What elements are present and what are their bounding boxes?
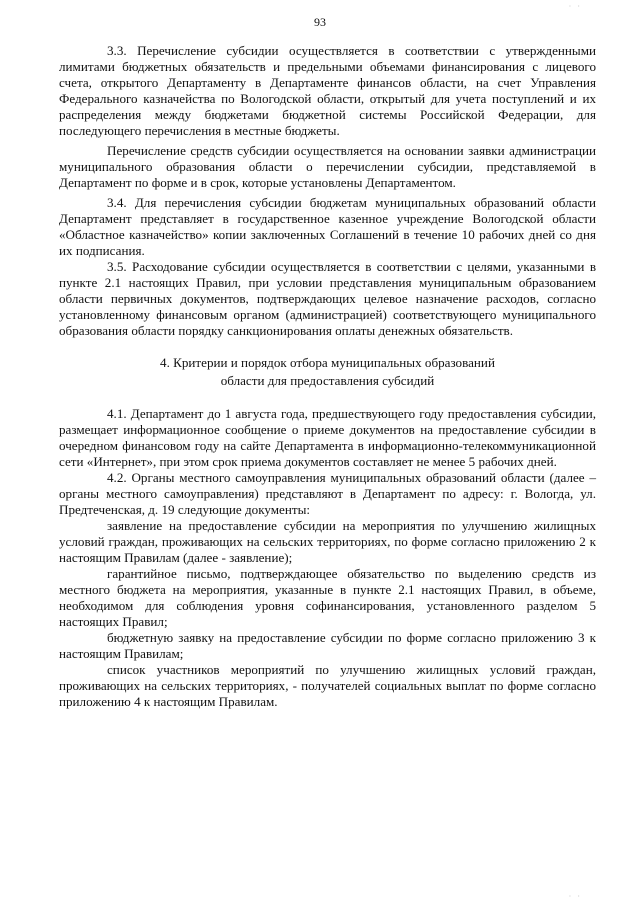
- page-number: 93: [314, 15, 326, 29]
- paragraph-3-5: 3.5. Расходование субсидии осуществляется в соответствии с целями, указанными в пункте 2.1 настоящих Правил, при условии представления муниципальным образованием области первичных документов, подтверждающих целевое назначение расходов, согласно установленному финансовым органом (администрацией) соответствующего муниципального образования области порядку санкционирования оплаты денежных обязательств.: [59, 259, 596, 338]
- paragraph-transfer-request: Перечисление средств субсидии осуществляется на основании заявки администрации муниципального образования области о перечислении субсидии, представляемой в Департамент по форме и в срок, которые установлены Департаментом.: [59, 143, 596, 190]
- paragraph-4-2: 4.2. Органы местного самоуправления муниципальных образований области (далее – органы местного самоуправления) представляют в Департамент по адресу: г. Вологда, ул. Предтеченская, д. 19 следующие документы:: [59, 470, 596, 517]
- section-heading-line-2: области для предоставления субсидий: [220, 373, 435, 388]
- scan-corner-mark-bottom: · ·: [568, 892, 582, 901]
- document-body: [59, 43, 596, 710]
- section-heading-line-1: 4. Критерии и порядок отбора муниципальных образований: [160, 355, 495, 370]
- paragraph-3-3: 3.3. Перечисление субсидии осуществляется в соответствии с утвержденными лимитами бюджетных обязательств и предельными объемами финансирования с лицевого счета, открытого Департаменту в Департаменте финансов области, на счет Управления Федерального казначейства по Вологодской области, открытый для учета поступлений и их распределения между бюджетами бюджетной системы Российской Федерации, для последующего перечисления в местные бюджеты.: [59, 43, 596, 138]
- section-heading: [59, 354, 596, 390]
- list-item-budget-request: бюджетную заявку на предоставление субсидии по форме согласно приложению 3 к настоящим Правилам;: [59, 630, 596, 661]
- paragraph-3-4: 3.4. Для перечисления субсидии бюджетам муниципальных образований области Департамент представляет в государственное казенное учреждение Вологодской области «Областное казначейство» копии заключенных Соглашений в течение 10 рабочих дней со дня их подписания.: [59, 195, 596, 258]
- list-item-guarantee-letter: гарантийное письмо, подтверждающее обязательство по выделению средств из местного бюджета на мероприятия, указанные в пункте 2.1 настоящих Правил, в объеме, необходимом для соблюдения уровня софинансирования, установленного разделом 5 настоящих Правил;: [59, 566, 596, 629]
- list-item-participants-list: список участников мероприятий по улучшению жилищных условий граждан, проживающих на сельских территориях, - получателей социальных выплат по форме согласно приложению 4 к настоящим Правилам.: [59, 662, 596, 709]
- paragraph-4-1: 4.1. Департамент до 1 августа года, предшествующего году предоставления субсидии, размещает информационное сообщение о приеме документов на предоставление субсидии в очередном финансовом году на сайте Департамента в информационно-телекоммуникационной сети «Интернет», при этом срок приема документов составляет не менее 5 рабочих дней.: [59, 406, 596, 469]
- scan-corner-mark-top: · ·: [568, 2, 582, 11]
- list-item-application: заявление на предоставление субсидии на мероприятия по улучшению жилищных условий граждан, проживающих на сельских территориях, по форме согласно приложению 2 к настоящим Правилам (далее - заявление);: [59, 518, 596, 565]
